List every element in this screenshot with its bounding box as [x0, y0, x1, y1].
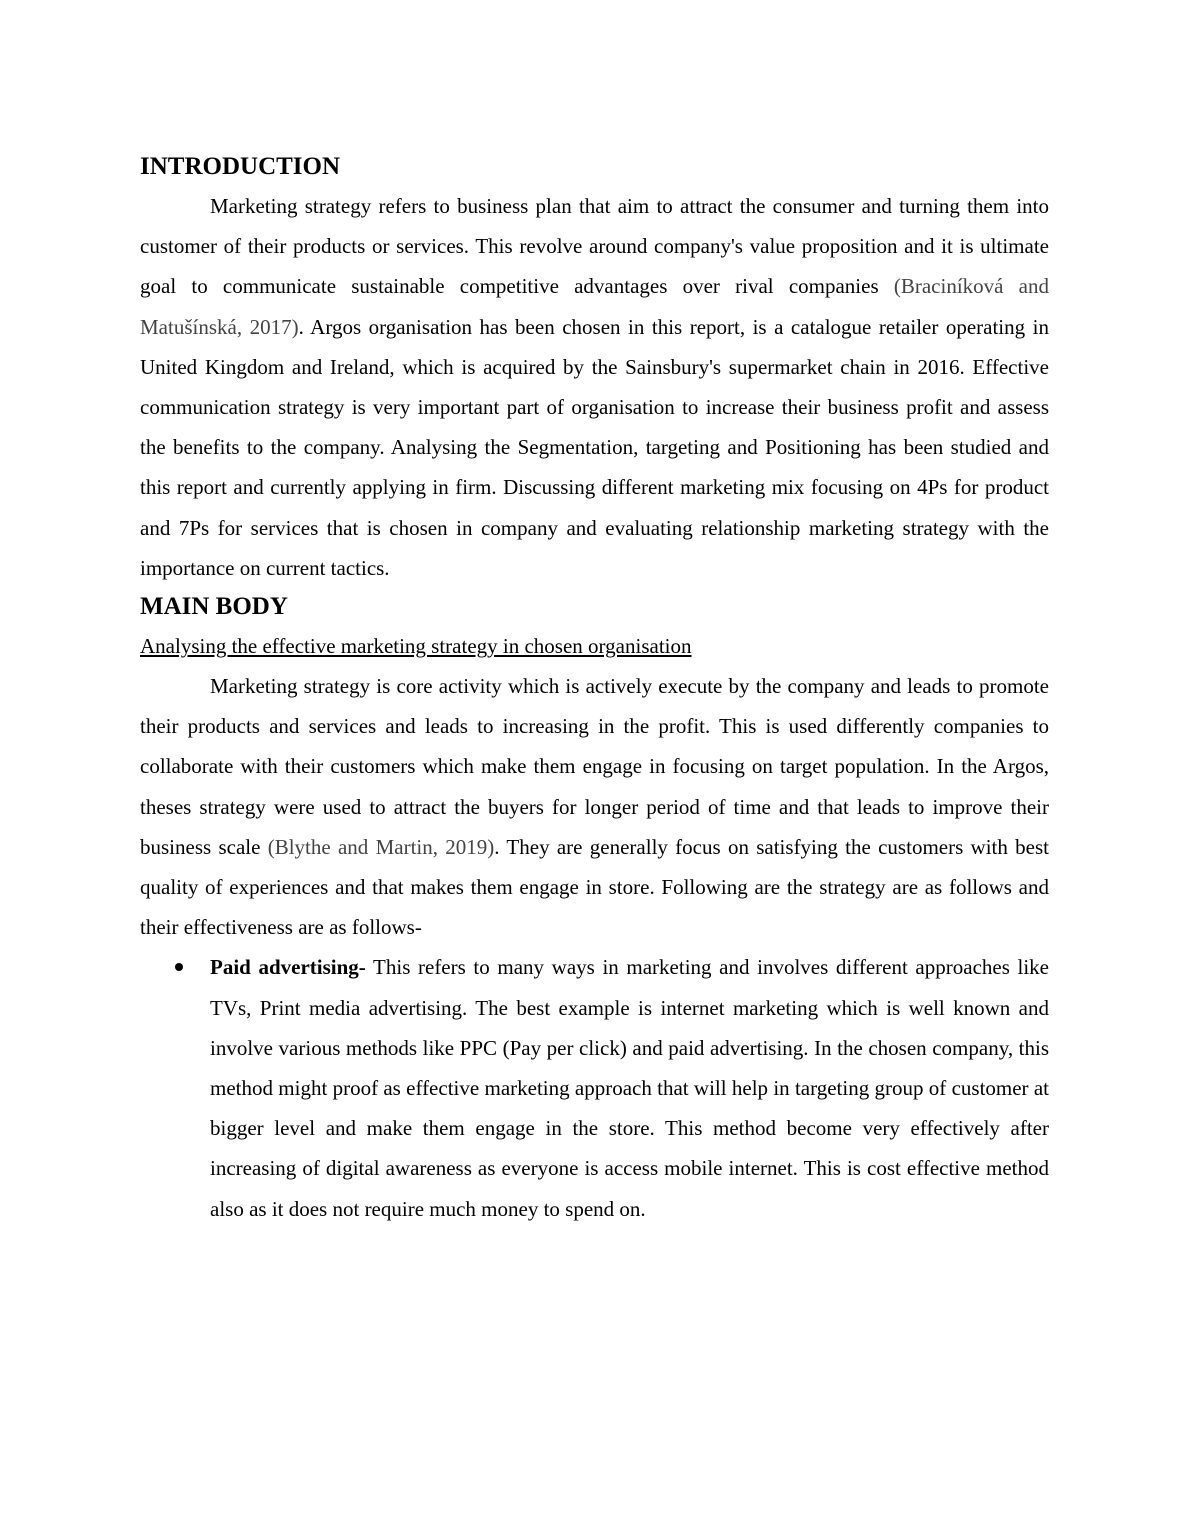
main-text-part-1: Marketing strategy is core activity which is actively execute by the company and leads to promote their products and services and leads to increasing in the profit. This is used differently companies to collaborate with their customers which make them engage in focusing on target population. In the Argos, theses strategy were used to attract the buyers for longer period of time and that leads to improve their business scale [140, 674, 1049, 859]
citation-bracinikova-2017: (Braciníková and Matušínská, 2017) [140, 274, 1049, 339]
main-body-paragraph [140, 666, 1049, 947]
section-subheading: Analysing the effective marketing strategy in chosen organisation [140, 634, 692, 659]
introduction-paragraph [140, 186, 1049, 588]
list-item [140, 947, 1049, 1228]
intro-text-part-2: . Argos organisation has been chosen in this report, is a catalogue retailer operating in United Kingdom and Ireland, which is acquired by the Sainsbury's supermarket chain in 2016. Effective communication strategy is very important part of organisation to increase their business profit and assess the benefits to the company. Analysing the Segmentation, targeting and Positioning has been studied and this report and currently applying in firm. Discussing different marketing mix focusing on 4Ps for product and 7Ps for services that is chosen in company and evaluating relationship marketing strategy with the importance on current tactics. [140, 314, 1049, 580]
intro-text-part-1: Marketing strategy refers to business plan that aim to attract the consumer and turning them into customer of their products or services. This revolve around company's value proposition and it is ultimate goal to communicate sustainable competitive advantages over rival companies [140, 194, 1049, 299]
citation-blythe-2019: (Blythe and Martin, 2019) [267, 834, 495, 859]
main-body-heading: MAIN BODY [140, 593, 288, 621]
bullet-icon [175, 963, 183, 971]
document-page [140, 148, 1049, 1229]
bullet-text: This refers to many ways in marketing and involves different approaches like TVs, Print media advertising. The best example is internet marketing which is well known and involve various methods like PPC (Pay per click) and paid advertising. In the chosen company, this method might proof as effective marketing approach that will help in targeting group of customer at bigger level and make them engage in the store. This method become very effectively after increasing of digital awareness as everyone is access mobile internet. This is cost effective method also as it does not require much money to spend on. [210, 955, 1049, 1221]
introduction-heading: INTRODUCTION [140, 153, 341, 180]
bullet-term: Paid advertising- [210, 955, 366, 980]
strategy-list [140, 947, 1049, 1228]
main-text-part-2: . They are generally focus on satisfying the customers with best quality of experiences and that makes them engage in store. Following are the strategy are as follows and their effectiveness are as follows- [140, 834, 1049, 940]
